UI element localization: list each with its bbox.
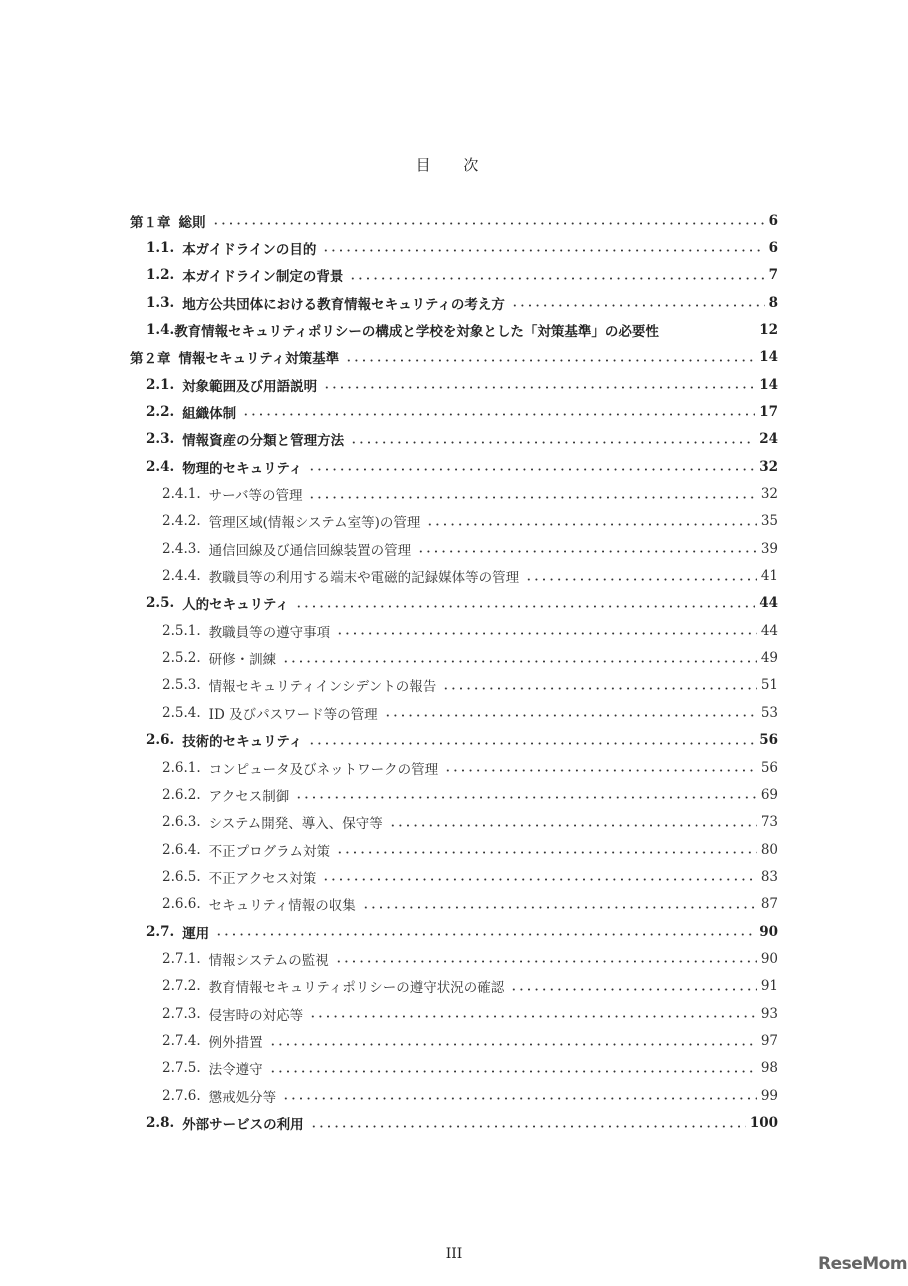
toc-entry[interactable] [162,617,778,644]
dot-leader [308,496,756,499]
entry-page: 49 [760,650,778,667]
dot-leader [323,386,755,389]
entry-title: 外部サービスの利用 [182,1117,304,1134]
entry-page: 6 [768,212,778,229]
entry-number: 2.5.3. [162,677,201,694]
entry-page: 8 [768,294,778,311]
toc-entry[interactable] [162,863,778,890]
entry-title: システム開発、導入、保守等 [208,816,383,833]
entry-title: 教職員等の遵守事項 [208,624,331,641]
entry-page: 41 [760,568,778,585]
toc-entry[interactable] [162,1028,778,1055]
entry-page: 6 [768,239,778,256]
toc-entry[interactable] [146,289,778,316]
entry-title: 管理区域(情報システム室等)の管理 [208,515,421,532]
entry-title: ID 及びパスワード等の管理 [208,706,378,723]
dot-leader [345,359,755,362]
entry-title: 例外措置 [208,1035,263,1051]
entry-number: 2.3. [146,431,175,448]
toc-entry[interactable] [146,426,778,453]
entry-title: 地方公共団体における教育情報セキュリティの考え方 [182,296,505,313]
toc-entry[interactable] [146,1110,778,1137]
entry-title: 通信回線及び通信回線装置の管理 [208,542,412,559]
entry-number: 2.7.3. [162,1005,201,1022]
entry-number: 2.2. [146,403,175,420]
entry-number: 1.1. [146,239,175,256]
entry-page: 32 [759,458,778,475]
dot-leader [336,632,757,635]
entry-number: 2.5.4. [162,704,201,721]
dot-leader [659,328,759,331]
dot-leader [362,906,757,909]
entry-title: 懲戒処分等 [208,1089,277,1106]
entry-page: 39 [760,540,778,557]
toc-entry[interactable] [146,262,778,289]
entry-page: 32 [760,486,778,502]
entry-page: 69 [760,786,778,803]
entry-number: 2.6.2. [162,786,201,803]
entry-title: 侵害時の対応等 [208,1007,304,1024]
dot-leader [511,304,765,307]
entry-number: 2.5.2. [162,650,201,667]
toc-entry[interactable] [162,699,778,726]
entry-title: 人的セキュリティ [182,597,289,614]
entry-page: 87 [760,896,778,913]
entry-number: 2.6. [146,732,175,749]
toc-entry[interactable] [162,781,778,808]
entry-title: 物理的セキュリティ [182,460,303,477]
entry-number: 2.4.2. [162,513,201,530]
page-number: III [445,1246,463,1262]
entry-page: 93 [760,1005,778,1022]
entry-title: 教育情報セキュリティポリシーの構成と学校を対象とした「対策基準」の必要性 [174,323,659,340]
dot-leader [308,742,755,745]
toc-entry[interactable] [162,891,778,918]
entry-page: 12 [759,321,778,338]
toc-entry[interactable] [162,535,778,562]
toc-entry[interactable] [162,754,778,781]
entry-title: 情報セキュリティインシデントの報告 [208,679,437,696]
toc-entry[interactable] [130,207,778,234]
toc-entry[interactable] [162,645,778,672]
entry-number: 2.6.6. [162,896,201,913]
dot-leader [350,441,755,444]
entry-page: 14 [759,376,778,393]
entry-title: コンピュータ及びネットワークの管理 [208,761,439,778]
entry-number: 1.4. [146,321,175,338]
entry-number: 1.2. [146,267,175,284]
entry-title: 教育情報セキュリティポリシーの遵守状況の確認 [208,980,505,997]
toc-entry[interactable] [162,672,778,699]
entry-title: 法令遵守 [208,1062,263,1079]
dot-leader [442,687,757,690]
entry-page: 35 [760,513,778,530]
toc-entry[interactable] [162,836,778,863]
entry-page: 80 [760,841,778,858]
entry-page: 100 [749,1115,778,1132]
entry-number: 2.7.5. [162,1060,201,1077]
dot-leader [295,796,757,799]
toc-entry[interactable] [146,371,778,398]
entry-title: 本ガイドライン制定の背景 [182,269,344,286]
entry-page: 44 [760,622,778,639]
toc-entry[interactable] [162,945,778,972]
toc-entry[interactable] [146,316,778,343]
entry-number: 2.6.5. [162,868,201,885]
entry-page: 56 [760,759,778,776]
entry-title: 不正プログラム対策 [208,843,331,860]
entry-page: 83 [760,868,778,885]
entry-title: 情報システムの監視 [208,952,329,969]
toc-entry[interactable] [146,234,778,261]
dot-leader [335,960,757,963]
dot-leader [417,550,757,553]
toc-entry[interactable] [146,918,778,945]
entry-title: 情報資産の分類と管理方法 [182,433,345,450]
entry-number: 2.7.4. [162,1033,201,1049]
toc-entry[interactable] [146,590,778,617]
entry-page: 53 [760,704,778,721]
dot-leader [510,988,757,991]
entry-page: 90 [759,923,778,940]
entry-number: 2.6.4. [162,841,201,858]
entry-number: 第２章 [130,351,171,368]
dot-leader [215,933,755,936]
entry-title: 情報セキュリティ対策基準 [178,351,340,368]
entry-number: 2.6.1. [162,759,201,776]
entry-number: 2.7.6. [162,1087,201,1104]
entry-number: 2.7. [146,923,175,940]
toc-entry[interactable] [162,1082,778,1109]
dot-leader [336,851,757,854]
entry-number: 第１章 [130,214,171,231]
entry-page: 7 [768,267,778,284]
entry-number: 1.3. [146,294,175,311]
entry-page: 91 [760,978,778,995]
entry-title: 本ガイドラインの目的 [182,241,317,258]
dot-leader [384,714,757,717]
entry-title: 不正アクセス対策 [208,870,317,887]
dot-leader [444,769,757,772]
entry-title: セキュリティ情報の収集 [208,898,356,915]
entry-page: 90 [760,950,778,967]
entry-page: 14 [759,349,778,366]
entry-title: 教職員等の利用する端末や電磁的記録媒体等の管理 [208,570,520,587]
entry-title: 総則 [178,214,206,231]
entry-title: 研修・訓練 [208,652,277,669]
entry-title: サーバ等の管理 [208,488,303,504]
entry-number: 2.6.3. [162,814,201,831]
entry-number: 2.4. [146,458,175,475]
toc-entry[interactable] [130,344,778,371]
dot-leader [322,249,764,252]
entry-title: 組織体制 [182,405,237,422]
toc-entry[interactable] [162,1000,778,1027]
dot-leader [310,1125,746,1128]
dot-leader [309,1015,757,1018]
entry-number: 2.5.1. [162,622,201,639]
dot-leader [295,605,755,608]
toc-entry[interactable] [162,809,778,836]
entry-title: 技術的セキュリティ [182,734,303,751]
entry-number: 2.7.2. [162,978,201,995]
dot-leader [322,878,757,881]
resemom-logo: ReseMom [818,1254,908,1274]
toc-entry[interactable] [162,1055,778,1082]
dot-leader [525,578,757,581]
toc-entry[interactable] [162,508,778,535]
toc-entry[interactable] [146,727,778,754]
dot-leader [269,1070,757,1073]
entry-page: 24 [759,431,778,448]
entry-number: 2.7.1. [162,950,201,967]
entry-number: 2.5. [146,595,175,612]
entry-title: 運用 [182,925,210,942]
dot-leader [389,824,757,827]
dot-leader [269,1043,757,1046]
toc-entry[interactable] [162,563,778,590]
entry-page: 51 [760,677,778,694]
toc-entry[interactable] [162,973,778,1000]
entry-title: 対象範囲及び用語説明 [182,378,318,395]
entry-page: 17 [759,403,778,420]
entry-page: 97 [760,1033,778,1049]
dot-leader [242,413,755,416]
entry-number: 2.4.4. [162,568,201,585]
toc-entry[interactable] [146,453,778,480]
toc-entry[interactable] [146,398,778,425]
entry-number: 2.1. [146,376,175,393]
dot-leader [282,1097,757,1100]
dot-leader [282,660,757,663]
entry-page: 98 [760,1060,778,1077]
entry-page: 99 [760,1087,778,1104]
dot-leader [308,468,755,471]
entry-number: 2.4.1. [162,486,201,502]
toc-entry[interactable] [162,481,778,508]
dot-leader [426,523,756,526]
dot-leader [212,222,765,225]
entry-page: 73 [760,814,778,831]
entry-page: 44 [759,595,778,612]
entry-page: 56 [759,732,778,749]
entry-number: 2.4.3. [162,540,201,557]
toc-title: 目 次 [415,156,493,174]
entry-title: アクセス制御 [208,788,290,805]
dot-leader [349,277,764,280]
entry-number: 2.8. [146,1115,175,1132]
